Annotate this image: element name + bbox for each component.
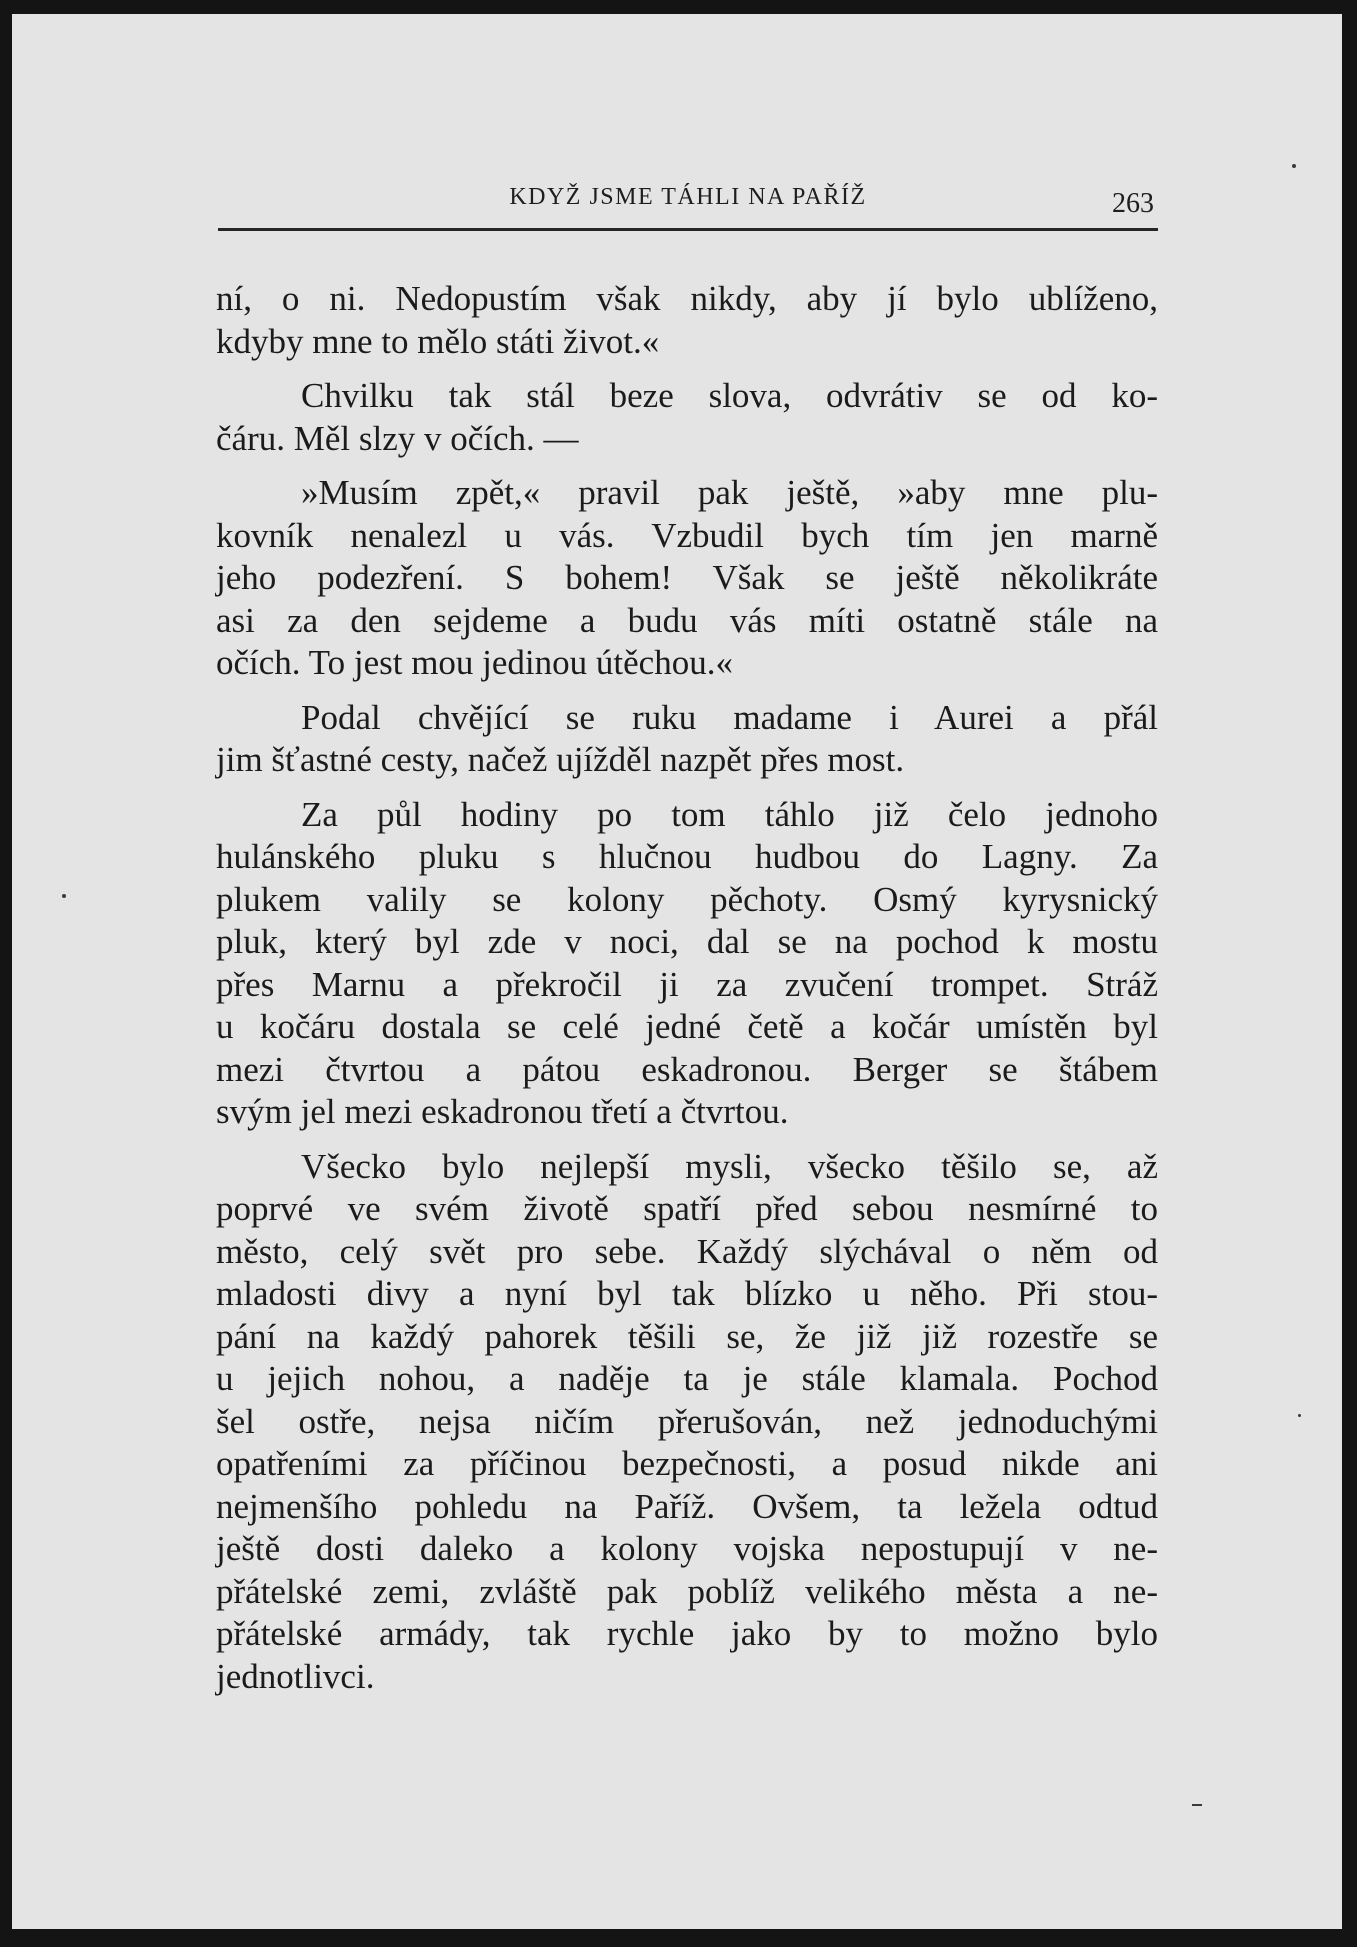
page-number: 263 bbox=[1112, 188, 1154, 219]
scan-speck bbox=[1298, 1414, 1301, 1417]
text-line: hulánského pluku s hlučnou hudbou do Lagny. Za bbox=[216, 837, 1158, 876]
scan-speck bbox=[1292, 164, 1296, 168]
text-line: město, celý svět pro sebe. Každý slýchával o něm od bbox=[216, 1231, 1158, 1271]
text-line: Podal chvějící se ruku madame i Aurei a přál bbox=[301, 697, 1158, 737]
paragraph bbox=[216, 472, 1158, 685]
text-line: přes Marnu a překročil ji za zvučení trompet. Stráž bbox=[216, 964, 1158, 1004]
text-line: u jejich nohou, a naděje ta je stále klamala. Pochod bbox=[216, 1359, 1158, 1398]
text-line: mezi čtvrtou a pátou eskadronou. Berger se štábem bbox=[216, 1049, 1158, 1089]
text-line: kdyby mne to mělo státi život.« bbox=[216, 321, 660, 361]
text-line: pluk, který byl zde v noci, dal se na pochod k mostu bbox=[216, 922, 1158, 961]
text-line: jeho podezření. S bohem! Však se ještě několikráte bbox=[216, 558, 1158, 597]
text-line: kovník nenalezl u vás. Vzbudil bych tím jen marně bbox=[216, 515, 1158, 555]
paragraph bbox=[216, 794, 1158, 1134]
text-line: přátelské armády, tak rychle jako by to možno bylo bbox=[216, 1614, 1158, 1653]
text-line: jednotlivci. bbox=[216, 1656, 375, 1696]
scan-speck bbox=[1192, 1804, 1202, 1806]
text-line: Za půl hodiny po tom táhlo již čelo jednoho bbox=[301, 794, 1158, 834]
body-text bbox=[216, 278, 1158, 1710]
text-line: jim šťastné cesty, načež ujížděl nazpět přes most. bbox=[216, 740, 905, 779]
text-line: ní, o ni. Nedopustím však nikdy, aby jí bylo ublíženo, bbox=[216, 279, 1158, 318]
paragraph bbox=[216, 1146, 1158, 1699]
text-line: šel ostře, nejsa ničím přerušován, než jednoduchými bbox=[216, 1401, 1158, 1441]
text-line: svým jel mezi eskadronou třetí a čtvrtou. bbox=[216, 1092, 789, 1131]
text-line: u kočáru dostala se celé jedné četě a kočár umístěn byl bbox=[216, 1007, 1158, 1046]
text-line: očích. To jest mou jedinou útěchou.« bbox=[216, 643, 733, 682]
text-line: nejmenšího pohledu na Paříž. Ovšem, ta ležela odtud bbox=[216, 1486, 1158, 1526]
text-line: Všecko bylo nejlepší mysli, všecko těšilo se, až bbox=[301, 1146, 1158, 1186]
text-line: poprvé ve svém životě spatří před sebou nesmírné to bbox=[216, 1189, 1158, 1228]
text-line: opatřeními za příčinou bezpečnosti, a posud nikde ani bbox=[216, 1444, 1158, 1483]
paragraph bbox=[216, 278, 1158, 363]
text-line: »Musím zpět,« pravil pak ještě, »aby mne plu- bbox=[301, 473, 1158, 512]
text-line: ještě dosti daleko a kolony vojska nepostupují v ne- bbox=[216, 1529, 1158, 1568]
scan-speck bbox=[62, 894, 66, 898]
text-line: Chvilku tak stál beze slova, odvrátiv se od ko- bbox=[301, 376, 1158, 415]
text-line: asi za den sejdeme a budu vás míti ostatně stále na bbox=[216, 600, 1158, 640]
paragraph bbox=[216, 697, 1158, 782]
running-header bbox=[218, 176, 1158, 231]
running-title: KDYŽ JSME TÁHLI NA PAŘÍŽ bbox=[509, 184, 867, 210]
text-line: čáru. Měl slzy v očích. — bbox=[216, 418, 579, 458]
text-line: plukem valily se kolony pěchoty. Osmý kyrysnický bbox=[216, 879, 1158, 919]
text-line: pání na každý pahorek těšili se, že již již rozestře se bbox=[216, 1316, 1158, 1356]
paragraph bbox=[216, 375, 1158, 460]
text-line: přátelské zemi, zvláště pak poblíž velikého města a ne- bbox=[216, 1571, 1158, 1611]
text-line: mladosti divy a nyní byl tak blízko u něho. Při stou- bbox=[216, 1274, 1158, 1313]
